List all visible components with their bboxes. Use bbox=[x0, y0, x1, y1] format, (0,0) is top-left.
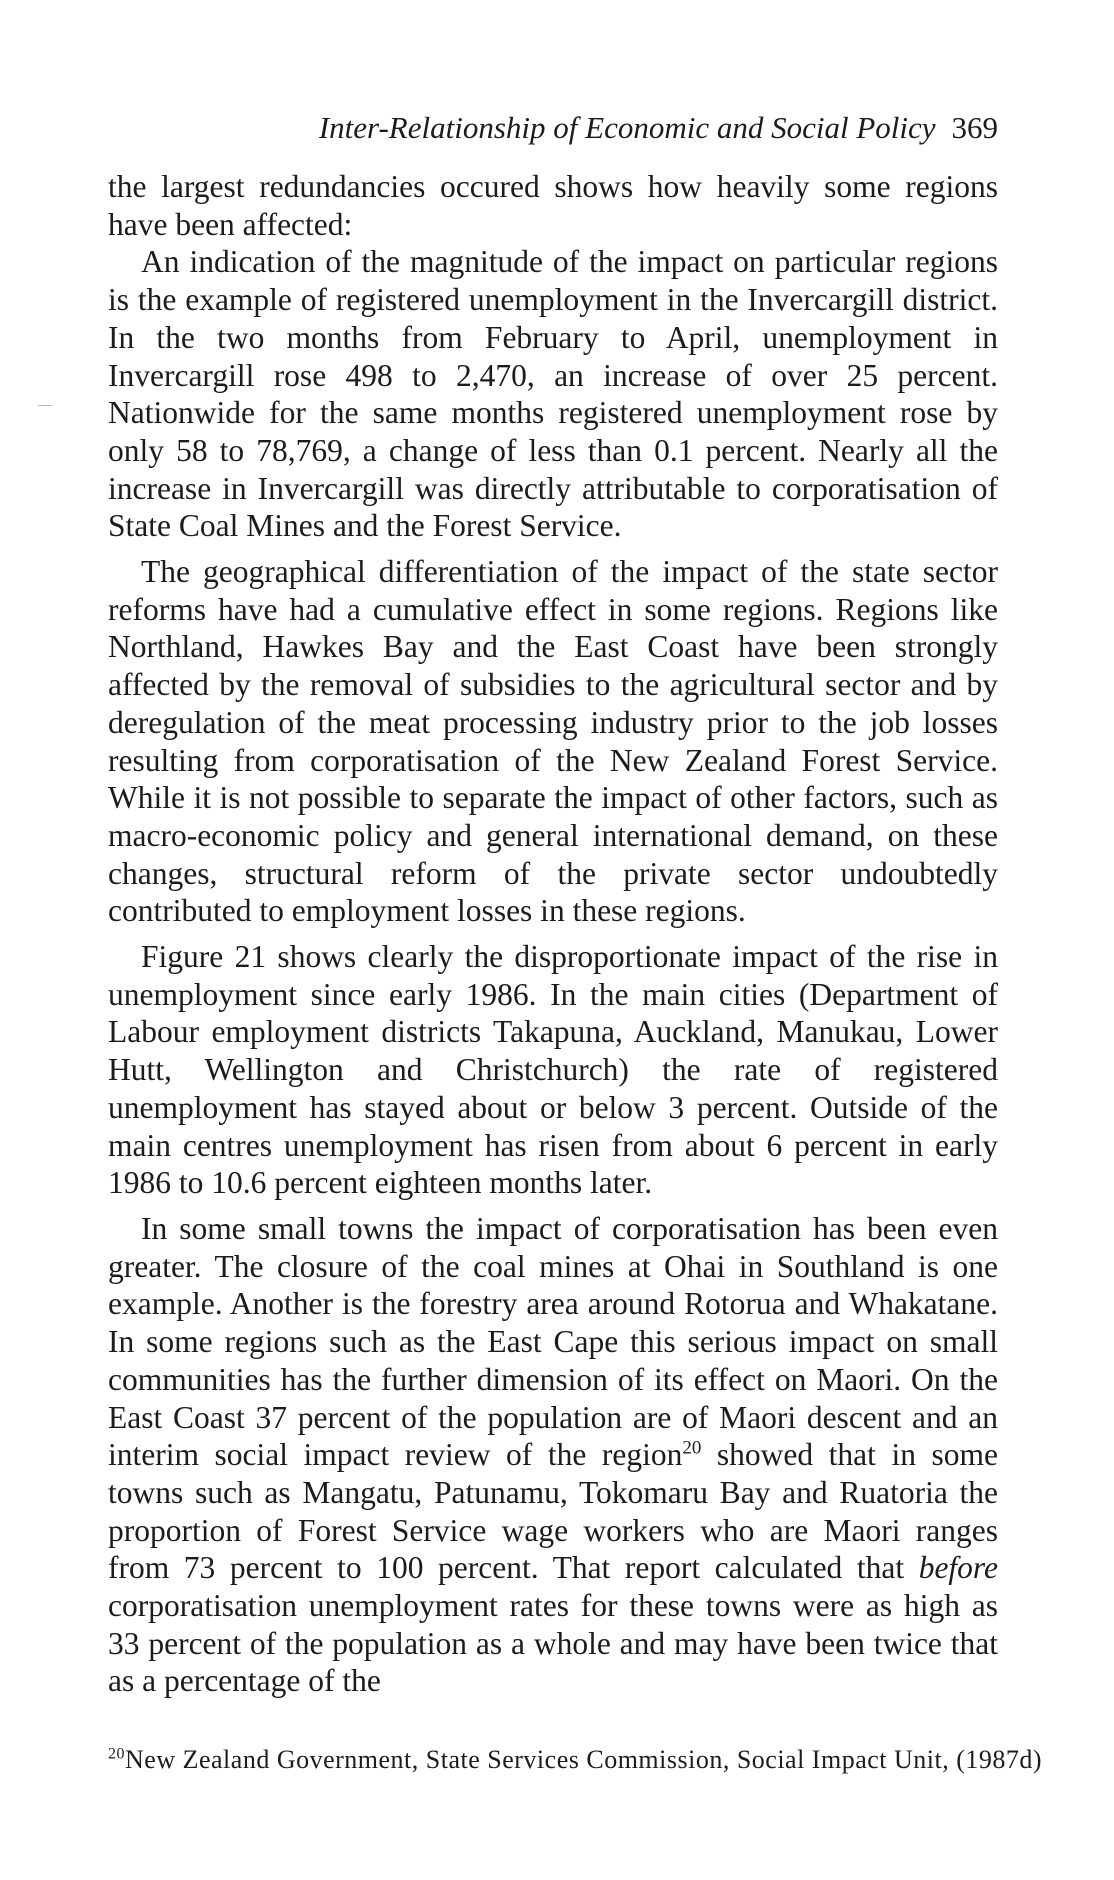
footnote-text: New Zealand Government, State Services Commission, Social Impact Unit, (1987d) bbox=[125, 1745, 1043, 1774]
scan-edge-mark bbox=[38, 405, 52, 406]
paragraph-small-towns bbox=[108, 1210, 998, 1700]
paragraph-small-towns-part3: corporatisation unemployment rates for these towns were as high as 33 percent of the population as a whole and may have been twice that as a percentage of the bbox=[108, 1588, 998, 1699]
page-number: 369 bbox=[951, 110, 998, 145]
footnote-reference: 20 bbox=[682, 1437, 702, 1459]
paragraph-geographical-differentiation: The geographical differentiation of the impact of the state sector reforms have had a cumulative effect in some regions. Regions like Northland, Hawkes Bay and the East Coast have been strongly affected by the removal of subsidies to the agricultural sector and by deregulation of the meat processing industry prior to the job losses resulting from corporatisation of the New Zealand Forest Service. While it is not possible to separate the impact of other factors, such as macro-economic policy and general international demand, on these changes, structural reform of the private sector undoubtedly contributed to employment losses in these regions. bbox=[108, 554, 998, 929]
body-text bbox=[108, 168, 998, 1700]
paragraph-small-towns-part1: In some small towns the impact of corporatisation has been even greater. The closure of the coal mines at Ohai in Southland is one example. Another is the forestry area around Rotorua and Whakatane. In some regions such as the East Cape this serious impact on small communities has the further dimension of its effect on Maori. On the East Coast 37 percent of the population are of Maori descent and an interim social impact review of the region bbox=[108, 1210, 998, 1473]
footnote-marker: 20 bbox=[108, 1745, 125, 1763]
block-quote: An indication of the magnitude of the impact on particular regions is the example of registered unemployment in the Invercargill district. In the two months from February to April, unemployment in Invercargill rose 498 to 2,470, an increase of over 25 percent. Nationwide for the same months registered unemployment rose by only 58 to 78,769, a change of less than 0.1 percent. Nearly all the increase in Invercargill was directly attributable to corporatisation of State Coal Mines and the Forest Service. bbox=[108, 244, 998, 544]
paragraph-intro: the largest redundancies occured shows how heavily some regions have been affected: bbox=[108, 169, 998, 242]
footnote bbox=[108, 1745, 1043, 1774]
emphasis-before: before bbox=[918, 1550, 998, 1586]
running-head bbox=[319, 112, 998, 143]
paragraph-figure-21: Figure 21 shows clearly the disproportionate impact of the rise in unemployment since early 1986. In the main cities (Department of Labour employment districts Takapuna, Auckland, Manukau, Lower Hutt, Wellington and Christchurch) the rate of registered unemployment has stayed about or below 3 percent. Outside of the main centres unemployment has risen from about 6 percent in early 1986 to 10.6 percent eighteen months later. bbox=[108, 939, 998, 1201]
running-head-title: Inter-Relationship of Economic and Social Policy bbox=[318, 110, 936, 145]
paragraph-small-towns-part2: showed that in some towns such as Mangatu, Patunamu, Tokomaru Bay and Ruatoria the proportion of Forest Service wage workers who are Maori ranges from 73 percent to 100 percent. That report calculated that bbox=[108, 1437, 998, 1586]
